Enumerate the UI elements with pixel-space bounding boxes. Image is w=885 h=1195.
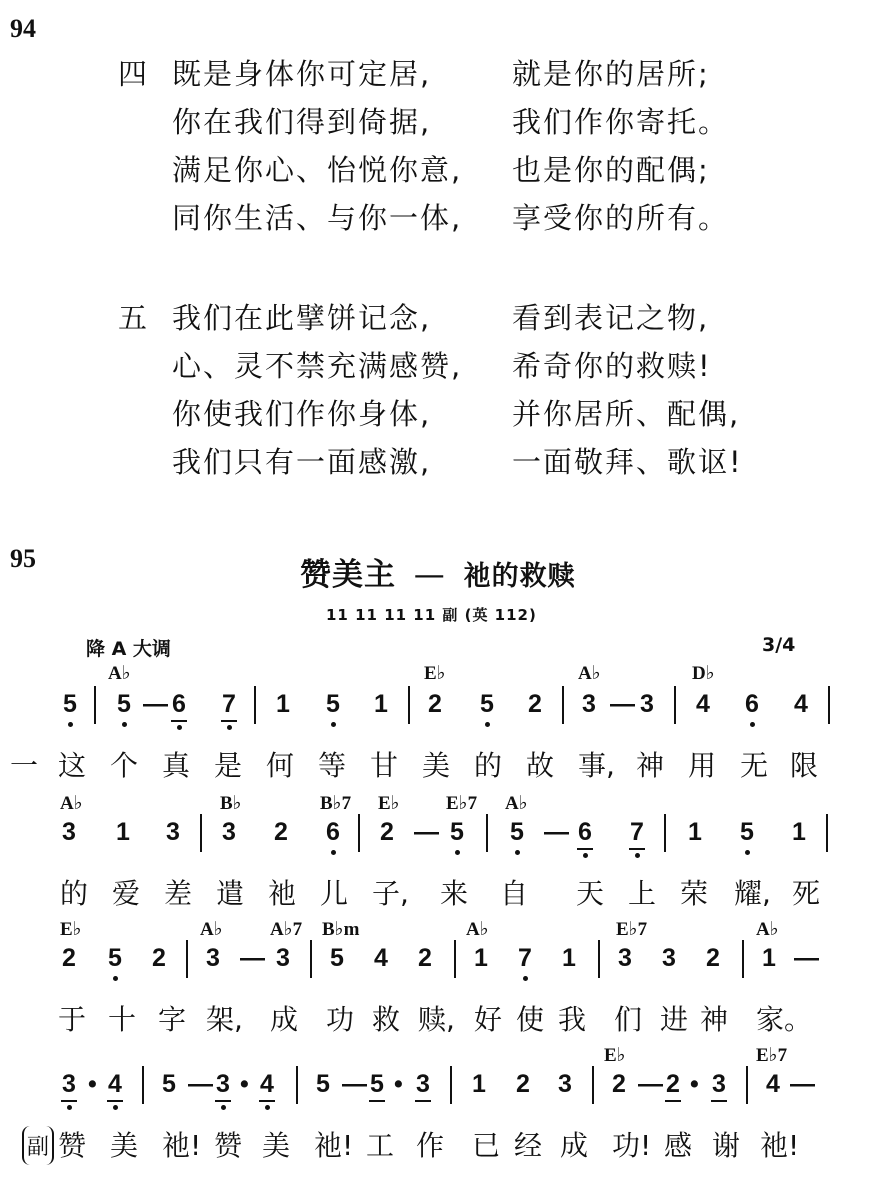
- title-sub: 祂的救赎: [463, 561, 576, 592]
- note: 5: [740, 818, 754, 846]
- lyric-char: 来: [440, 877, 469, 910]
- verse-line: 你使我们作你身体,: [172, 397, 432, 431]
- lyric-char: 进: [660, 1003, 689, 1036]
- chord-symbol: A♭: [578, 663, 601, 684]
- note: 2: [706, 944, 720, 972]
- verse-line: 同你生活、与你一体,: [172, 201, 463, 235]
- lyric-char: 家。: [756, 1003, 813, 1036]
- note-dash: —: [790, 1070, 815, 1098]
- note: 4: [696, 690, 710, 718]
- note: 5: [510, 818, 524, 846]
- note: 2: [274, 818, 288, 846]
- lyric-char: 的: [474, 749, 503, 782]
- lyric-char: 赞: [58, 1129, 87, 1162]
- chord-symbol: B♭: [220, 793, 242, 814]
- barline: [828, 686, 830, 724]
- lyric-char: 真: [162, 749, 191, 782]
- note: 3: [582, 690, 596, 718]
- chord-symbol: E♭: [378, 793, 400, 814]
- lyric-char: 祂!: [760, 1129, 800, 1162]
- barline: [358, 814, 360, 852]
- note-dash: —: [414, 818, 439, 846]
- note: 7: [222, 690, 236, 718]
- barline: [674, 686, 676, 724]
- lyric-char: 儿: [320, 877, 349, 910]
- note: 4: [108, 1070, 122, 1098]
- note: 6: [578, 818, 592, 846]
- note: 5: [162, 1070, 176, 1098]
- note-dash: —: [794, 944, 819, 972]
- note: 6: [745, 690, 759, 718]
- lyric-char: 架,: [206, 1003, 243, 1036]
- note: 3: [558, 1070, 572, 1098]
- title-dash: —: [413, 557, 446, 593]
- lyric-char: 遣: [216, 877, 245, 910]
- lyric-char: 美: [110, 1129, 139, 1162]
- chord-symbol: B♭m: [322, 919, 360, 940]
- barline: [186, 940, 188, 978]
- hymn-number-95: 95: [10, 544, 36, 573]
- lyric-char: 功!: [612, 1129, 652, 1162]
- note: 3: [662, 944, 676, 972]
- verse-line: 并你居所、配偶,: [512, 397, 741, 431]
- verse-line: 我们在此擘饼记念,: [172, 301, 432, 335]
- note: 1: [474, 944, 488, 972]
- lyric-char: 祂: [268, 877, 297, 910]
- lyric-char: 故: [526, 749, 555, 782]
- note: 3: [62, 1070, 76, 1098]
- barline: [486, 814, 488, 852]
- lyric-char: 于: [58, 1003, 87, 1036]
- lyric-char: 差: [164, 877, 193, 910]
- lyric-char: 限: [790, 749, 819, 782]
- lyric-char: 天: [576, 877, 605, 910]
- note: 3: [640, 690, 654, 718]
- note: 3: [166, 818, 180, 846]
- verse-line: 你在我们得到倚据,: [172, 105, 432, 139]
- hymn-title: [300, 549, 576, 594]
- note: 5: [63, 690, 77, 718]
- note: 2: [418, 944, 432, 972]
- lyric-char: 美: [422, 749, 451, 782]
- lyric-char: 无: [740, 749, 769, 782]
- chord-symbol: A♭: [756, 919, 779, 940]
- barline: [826, 814, 828, 852]
- chord-symbol: E♭7: [446, 793, 478, 814]
- barline: [454, 940, 456, 978]
- note-dash: —: [188, 1070, 213, 1098]
- lyric-char: 祂!: [314, 1129, 354, 1162]
- note: 3: [276, 944, 290, 972]
- barline: [742, 940, 744, 978]
- chord-symbol: D♭: [692, 663, 715, 684]
- verse-line: 满足你心、怡悦你意,: [172, 153, 463, 187]
- lyric-char: 好: [474, 1003, 503, 1036]
- lyric-char: 赞: [214, 1129, 243, 1162]
- chord-symbol: E♭: [604, 1045, 626, 1066]
- hymn-number-94: 94: [10, 14, 36, 43]
- note: 3: [62, 818, 76, 846]
- notation-line: [0, 690, 885, 730]
- verse-label: 五: [118, 301, 150, 335]
- lyric-line: [0, 998, 885, 1038]
- barline: [450, 1066, 452, 1104]
- meter: 11 11 11 11 副 (英 112): [326, 606, 537, 624]
- title-main: 赞美主: [300, 557, 396, 593]
- chord-symbol: A♭: [200, 919, 223, 940]
- barline: [746, 1066, 748, 1104]
- barline: [408, 686, 410, 724]
- barline: [598, 940, 600, 978]
- note: 3: [216, 1070, 230, 1098]
- note: 7: [518, 944, 532, 972]
- note-dash: —: [342, 1070, 367, 1098]
- verse-line: 看到表记之物,: [512, 301, 710, 335]
- barline: [254, 686, 256, 724]
- refrain-marker: 副: [22, 1126, 54, 1165]
- key-signature: 降 A 大调: [86, 638, 171, 660]
- notation-line: [0, 818, 885, 858]
- lyric-char: 是: [214, 749, 243, 782]
- chord-symbol: E♭7: [756, 1045, 788, 1066]
- lyric-char: 用: [688, 749, 717, 782]
- note: 2: [428, 690, 442, 718]
- chord-symbol: E♭: [424, 663, 446, 684]
- note: 4: [374, 944, 388, 972]
- lyric-char: 上: [628, 877, 657, 910]
- verse-line: 既是身体你可定居,: [172, 57, 432, 91]
- lyric-char: 使: [516, 1003, 545, 1036]
- lyric-char: 成: [560, 1129, 589, 1162]
- lyric-char: 十: [108, 1003, 137, 1036]
- note: 1: [762, 944, 776, 972]
- lyric-line: [0, 744, 885, 784]
- lyric-char: 成: [270, 1003, 299, 1036]
- note: 1: [688, 818, 702, 846]
- lyric-char: 工: [366, 1129, 395, 1162]
- note: 5: [117, 690, 131, 718]
- note-dash: —: [638, 1070, 663, 1098]
- note: 2: [516, 1070, 530, 1098]
- chord-symbol: A♭: [466, 919, 489, 940]
- note: 1: [792, 818, 806, 846]
- lyric-line: [0, 1124, 885, 1168]
- verse-line: 我们作你寄托。: [512, 105, 730, 139]
- verse-line: 希奇你的救赎!: [512, 349, 712, 383]
- note-dot: •: [394, 1070, 403, 1098]
- chord-symbol: A♭: [505, 793, 528, 814]
- lyric-char: 个: [110, 749, 139, 782]
- note-dash: —: [610, 690, 635, 718]
- lyric-char: 事,: [578, 749, 615, 782]
- lyric-char: 等: [318, 749, 347, 782]
- note: 6: [172, 690, 186, 718]
- note: 3: [618, 944, 632, 972]
- lyric-char: 死: [792, 877, 821, 910]
- verse-line: 心、灵不禁充满感赞,: [172, 349, 463, 383]
- note: 1: [276, 690, 290, 718]
- verse-line: 我们只有一面感激,: [172, 445, 432, 479]
- lyric-char: 何: [266, 749, 295, 782]
- barline: [592, 1066, 594, 1104]
- note: 3: [206, 944, 220, 972]
- barline: [664, 814, 666, 852]
- lyric-char: 经: [514, 1129, 543, 1162]
- note: 3: [222, 818, 236, 846]
- lyric-char: 感: [664, 1129, 693, 1162]
- lyric-char: 谢: [712, 1129, 741, 1162]
- barline: [296, 1066, 298, 1104]
- chord-symbol: A♭: [108, 663, 131, 684]
- lyric-char: 的: [60, 877, 89, 910]
- note: 6: [326, 818, 340, 846]
- note: 5: [370, 1070, 384, 1098]
- lyric-char: 们: [614, 1003, 643, 1036]
- time-signature: 3/4: [762, 634, 796, 656]
- note: 5: [480, 690, 494, 718]
- note: 5: [316, 1070, 330, 1098]
- lyric-char: 美: [262, 1129, 291, 1162]
- note: 4: [260, 1070, 274, 1098]
- note: 2: [666, 1070, 680, 1098]
- barline: [562, 686, 564, 724]
- note: 5: [326, 690, 340, 718]
- verse-line: 享受你的所有。: [512, 201, 730, 235]
- lyric-char: 赎,: [418, 1003, 455, 1036]
- lyric-char: 这: [58, 749, 87, 782]
- verse-line: 就是你的居所;: [512, 57, 710, 91]
- chord-symbol: B♭7: [320, 793, 352, 814]
- note: 1: [374, 690, 388, 718]
- notation-line: [0, 1070, 885, 1110]
- lyric-char: 神: [636, 749, 665, 782]
- note: 1: [562, 944, 576, 972]
- note-dot: •: [240, 1070, 249, 1098]
- note: 7: [630, 818, 644, 846]
- chord-symbol: A♭: [60, 793, 83, 814]
- chord-symbol: A♭7: [270, 919, 303, 940]
- verse-line: 一面敬拜、歌讴!: [512, 445, 743, 479]
- note-dash: —: [240, 944, 265, 972]
- note: 3: [416, 1070, 430, 1098]
- barline: [94, 686, 96, 724]
- lyric-char: 我: [558, 1003, 587, 1036]
- note: 2: [380, 818, 394, 846]
- note: 2: [152, 944, 166, 972]
- lyric-char: 自: [500, 877, 529, 910]
- lyric-char: 作: [416, 1129, 445, 1162]
- note: 3: [712, 1070, 726, 1098]
- note: 2: [62, 944, 76, 972]
- lyric-char: 耀,: [734, 877, 771, 910]
- lyric-char: 子,: [372, 877, 409, 910]
- verse-label: 四: [118, 57, 150, 91]
- note: 5: [108, 944, 122, 972]
- notation-line: [0, 944, 885, 984]
- lyric-char: 神: [700, 1003, 729, 1036]
- note-dot: •: [88, 1070, 97, 1098]
- barline: [310, 940, 312, 978]
- lyric-char: 已: [472, 1129, 501, 1162]
- lyric-char: 功: [326, 1003, 355, 1036]
- lyric-char: 一: [10, 749, 39, 782]
- chord-symbol: E♭: [60, 919, 82, 940]
- note: 5: [330, 944, 344, 972]
- note: 5: [450, 818, 464, 846]
- note-dash: —: [544, 818, 569, 846]
- lyric-char: 字: [158, 1003, 187, 1036]
- lyric-char: 荣: [680, 877, 709, 910]
- lyric-char: 甘: [370, 749, 399, 782]
- note: 2: [612, 1070, 626, 1098]
- verse-line: 也是你的配偶;: [512, 153, 710, 187]
- note: 4: [794, 690, 808, 718]
- lyric-char: 救: [372, 1003, 401, 1036]
- note: 2: [528, 690, 542, 718]
- note-dash: —: [143, 690, 168, 718]
- barline: [142, 1066, 144, 1104]
- note-dot: •: [690, 1070, 699, 1098]
- lyric-char: 爱: [112, 877, 141, 910]
- chord-symbol: E♭7: [616, 919, 648, 940]
- note: 1: [472, 1070, 486, 1098]
- note: 4: [766, 1070, 780, 1098]
- lyric-char: 祂!: [162, 1129, 202, 1162]
- note: 1: [116, 818, 130, 846]
- lyric-line: [0, 872, 885, 912]
- barline: [200, 814, 202, 852]
